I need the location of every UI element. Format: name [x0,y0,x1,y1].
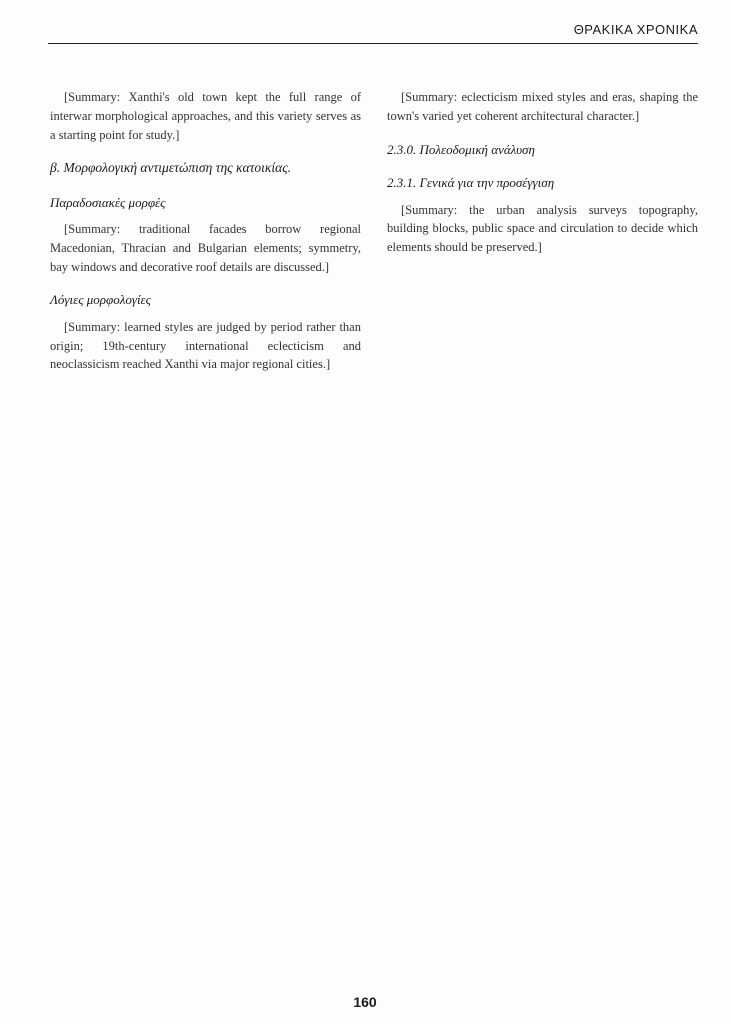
subheading-learned: Λόγιες μορφολογίες [50,292,151,308]
section-heading-231: 2.3.1. Γενικά για την προσέγγιση [387,175,555,190]
right-column [387,88,698,382]
approach-summary: [Summary: the urban analysis surveys topography, building blocks, public space and circulation to decide which elements should be preserved.] [387,202,698,254]
intro-summary: [Summary: Xanthi's old town kept the full range of interwar morphological approaches, and this variety serves as a starting point for study.] [50,90,361,142]
running-header: ΘΡΑΚΙΚΑ ΧΡΟΝΙΚΑ [48,22,698,44]
subheading-traditional: Παραδοσιακές μορφές [50,194,166,210]
section-heading-230: 2.3.0. Πολεοδομική ανάλυση [387,141,535,157]
left-column [50,88,361,382]
learned-summary: [Summary: learned styles are judged by period rather than origin; 19th-century international eclecticism and neoclassicism reached Xanthi via major regional cities.] [50,319,361,372]
eclectic-summary: [Summary: eclecticism mixed styles and eras, shaping the town's varied yet coherent architectural character.] [387,90,698,123]
section-heading-b: β. Μορφολογική αντιμετώπιση της κατοικίας. [50,160,292,176]
traditional-summary: [Summary: traditional facades borrow regional Macedonian, Thracian and Bulgarian elements; symmetry, bay windows and decorative roof details are discussed.] [50,222,361,274]
body-columns [50,88,698,382]
page-number: 160 [353,994,377,1010]
